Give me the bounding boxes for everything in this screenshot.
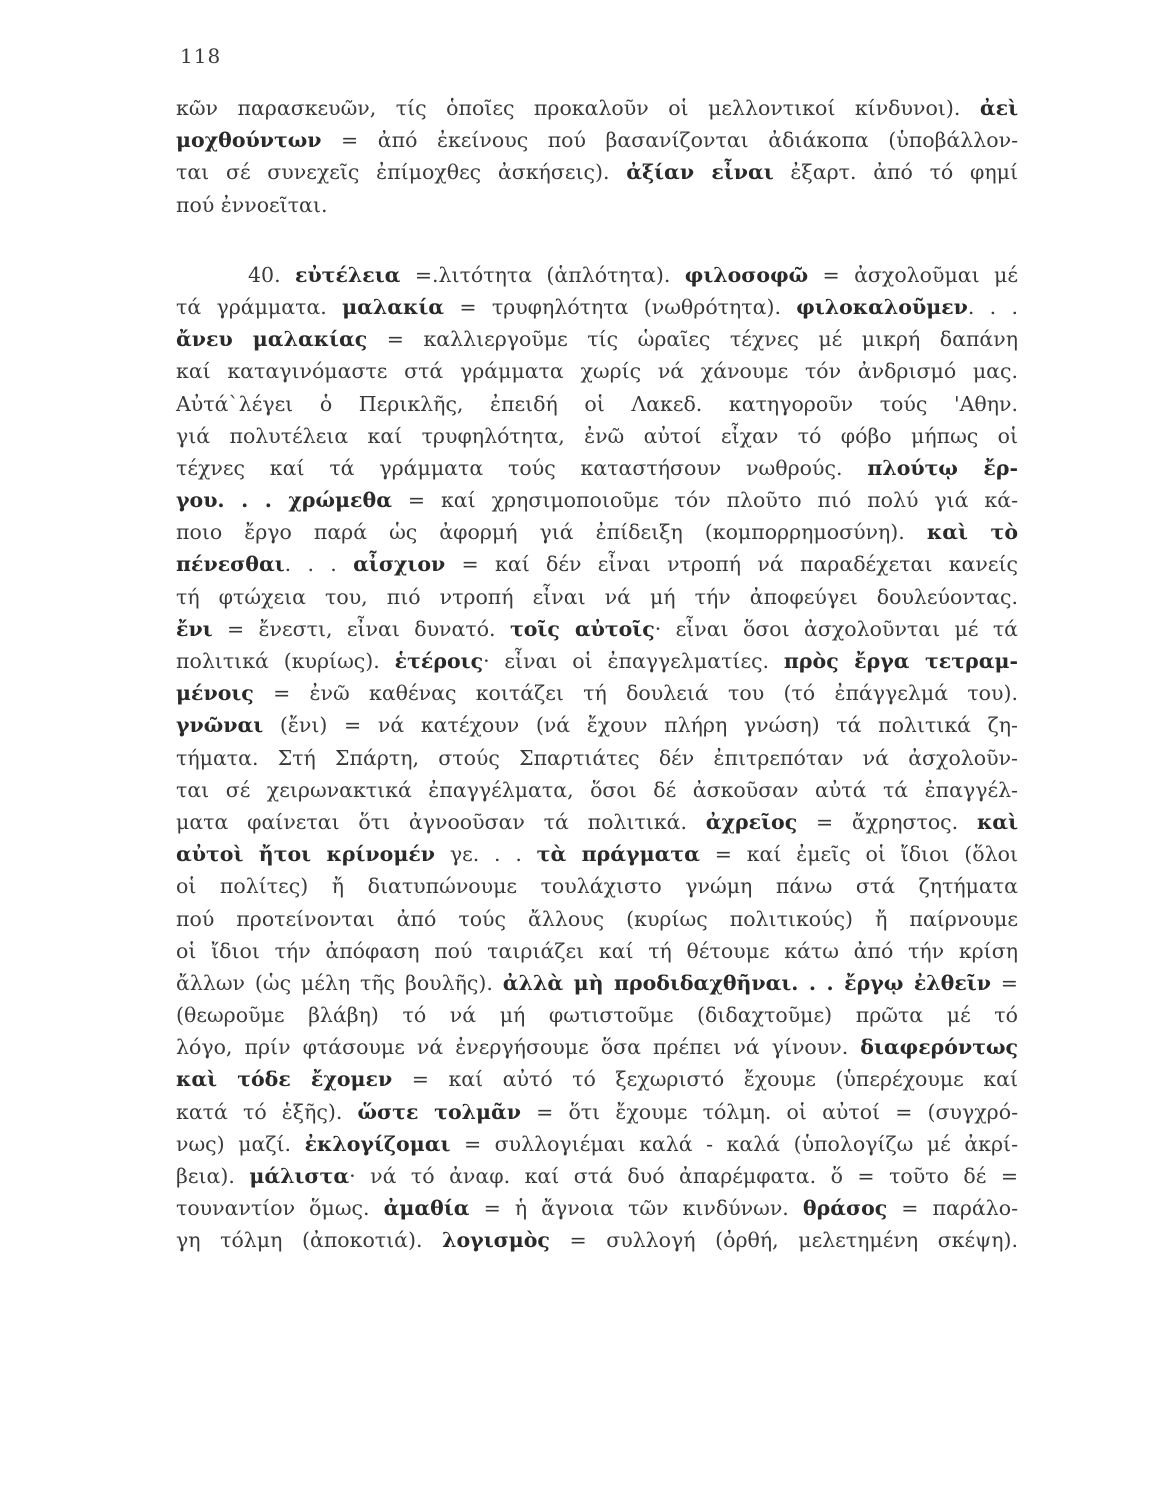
text-segment: τέχνες καί τά γράμματα τούς καταστήσουν νωθρούς. [176,455,868,480]
glossary-term: γνῶναι [176,713,264,738]
text-line [176,709,1018,741]
text-line [176,516,1018,548]
text-line [176,935,1018,967]
text-segment: τουναντίον ὅμως. [176,1196,384,1221]
glossary-term: ἐκλογίζομαι [304,1131,451,1156]
text-segment: ται σέ χειρωνακτικά ἐπαγγέλματα, ὅσοι δέ ἀσκοῦσαν αὐτά τά ἐπαγγέλ- [176,777,1018,802]
text-segment: λόγο, πρίν φτάσουμε νά ἐνεργήσουμε ὅσα πρέπει νά γίνουν. [176,1035,861,1060]
text-segment: = καί ἐμεῖς οἱ ἴδιοι (ὅλοι [699,842,1018,867]
glossary-term: διαφερόντως [860,1035,1018,1060]
glossary-term: ἄνευ μαλακίας [176,327,368,352]
text-segment: γη τόλμη (ἀποκοτιά). [176,1228,443,1253]
text-line [176,452,1018,484]
glossary-term: ἀλλὰ μὴ προδιδαχθῆναι. . . ἔργῳ ἐλθεῖν [502,970,991,995]
text-segment: ται σέ συνεχεῖς ἐπίμοχθες ἀσκήσεις). [176,160,627,185]
body-text [176,92,1018,1257]
text-line [176,1128,1018,1160]
glossary-term: φιλοκαλοῦμεν [796,294,968,319]
text-segment: · εἶναι οἱ ἐπαγγελματίες. [483,649,784,673]
text-segment: = καί δέν εἶναι ντροπή νά παραδέχεται κανείς [445,552,1018,577]
text-line [176,613,1018,645]
text-segment: = τρυφηλότητα (νωθρότητα). [444,294,797,319]
text-line [176,1031,1018,1063]
text-line [176,903,1018,935]
text-line [176,124,1018,156]
text-segment: ποιο ἔργο παρά ὡς ἀφορμή γιά ἐπίδειξη (κομπορρημοσύνη). [176,520,927,545]
glossary-term: μαλακία [342,294,445,319]
glossary-term: εὐτέλεια [294,262,401,287]
text-line [176,967,1018,999]
text-segment: = ἀπό ἐκείνους πού βασανίζονται ἀδιάκοπα (ὑποβάλλον- [321,128,1018,153]
glossary-term: αἶσχιον [353,552,446,577]
text-segment: Αὐτά`λέγει ὁ Περικλῆς, ἐπειδή οἱ Λακεδ. κατηγοροῦν τούς 'Αθην. [176,391,1018,416]
glossary-term: ὥστε τολμᾶν [357,1099,522,1124]
text-segment: . . . [967,294,1018,319]
text-line [176,420,1018,452]
text-line [176,323,1018,355]
text-segment: ματα φαίνεται ὅτι ἀγνοοῦσαν τά πολιτικά. [176,809,706,834]
text-segment: · εἶναι ὅσοι ἀσχολοῦνται μέ τά [654,616,1019,641]
text-segment: ἐξαρτ. ἀπό τό φημί [773,160,1019,185]
glossary-term: καὶ τόδε ἔχομεν [176,1067,393,1092]
text-segment: οἱ πολίτες) ἤ διατυπώνουμε τουλάχιστο γνώμη πάνω στά ζητήματα [176,874,1018,899]
glossary-term: τοῖς αὐτοῖς [509,616,655,641]
text-line [176,742,1018,774]
text-segment: 40. [248,262,295,287]
text-line [176,838,1018,870]
text-line [176,189,1018,221]
text-segment: πού προτείνονται ἀπό τούς ἄλλους (κυρίως πολιτικούς) ἤ παίρνουμε [176,906,1018,931]
glossary-term: πένεσθαι [176,552,285,577]
text-segment: = [990,970,1018,995]
glossary-term: ἔνι [176,616,213,641]
glossary-term: φιλοσοφῶ [684,262,809,287]
text-line [176,645,1018,677]
text-line [176,548,1018,580]
text-line [176,1160,1018,1192]
glossary-term: ἑτέροις [394,649,484,673]
text-segment: τήματα. Στή Σπάρτη, στούς Σπαρτιάτες δέν ἐπιτρεπόταν νά ἀσχολοῦν- [176,745,1018,770]
text-segment: κῶν παρασκευῶν, τίς ὁποῖες προκαλοῦν οἱ μελλοντικοί κίνδυνοι). [176,96,980,120]
text-line [176,870,1018,902]
text-segment: (θεωροῦμε βλάβη) τό νά μή φωτιστοῦμε (διδαχτοῦμε) πρῶτα μέ τό [176,1003,1018,1028]
text-segment: καί καταγινόμαστε στά γράμματα χωρίς νά χάνουμε τόν ἀνδρισμό μας. [176,359,1018,384]
text-segment: πού ἐννοεῖται. [176,192,328,217]
text-segment: γε. . . [435,842,537,867]
text-segment: . . . [284,552,354,577]
text-line [176,1192,1018,1224]
text-segment: (ἔνι) = νά κατέχουν (νά ἔχουν πλήρη γνώση) τά πολιτικά ζη- [263,713,1018,738]
text-segment: · νά τό ἀναφ. καί στά δυό ἀπαρέμφατα. ὅ = τοῦτο δέ = [349,1164,1019,1188]
text-segment: κατά τό ἑξῆς). [176,1099,358,1124]
text-line [176,156,1018,188]
text-segment: νως) μαζί. [176,1131,305,1156]
text-segment: γιά πολυτέλεια καί τρυφηλότητα, ἐνῶ αὐτοί εἶχαν τό φόβο μήπως οἱ [176,423,1018,448]
glossary-term: μένοις [176,681,254,706]
text-line [176,774,1018,806]
text-line [176,291,1018,323]
text-segment: = ἀσχολοῦμαι μέ [808,262,1018,287]
glossary-term: καὶ τὸ [926,520,1018,545]
text-line [176,355,1018,387]
glossary-term: θράσος [802,1196,888,1221]
text-line [176,677,1018,709]
page-number: 118 [180,44,222,68]
text-line [176,259,1018,291]
text-line [176,999,1018,1031]
glossary-term: λογισμὸς [442,1228,550,1253]
text-segment: ἄλλων (ὡς μέλη τῆς βουλῆς). [176,970,503,995]
text-segment: = ἔνεστι, εἶναι δυνατό. [212,616,510,641]
glossary-term: καὶ [976,809,1018,834]
text-segment: βεια). [176,1164,250,1188]
text-segment: = ὅτι ἔχουμε τόλμη. οἱ αὐτοί = (συγχρό- [521,1099,1019,1124]
text-segment: = καλλιεργοῦμε τίς ὡραῖες τέχνες μέ μικρή δαπάνη [367,327,1019,352]
text-segment: = καί χρησιμοποιοῦμε τόν πλοῦτο πιό πολύ γιά κά- [391,488,1018,513]
glossary-term: πρὸς ἔργα τετραμ- [783,649,1018,673]
text-segment: = συλλογιέμαι καλά - καλά (ὑπολογίζω μέ ἀκρί- [450,1131,1018,1156]
text-segment: = ἐνῶ καθένας κοιτάζει τή δουλειά του (τό ἐπάγγελμά του). [253,681,1018,706]
glossary-term: μάλιστα [249,1164,350,1188]
text-segment: = ἄχρηστος. [797,809,977,834]
text-line [176,484,1018,516]
text-line [176,1096,1018,1128]
glossary-term: ἀμαθία [383,1196,470,1221]
glossary-term: γου. . . χρώμεθα [176,488,392,513]
text-segment: τή φτώχεια του, πιό ντροπή εἶναι νά μή τήν ἀποφεύγει δουλεύοντας. [176,584,1018,609]
glossary-term: ἀχρεῖος [705,809,798,834]
glossary-term: ἀξίαν εἶναι [626,160,774,185]
glossary-term: ἀεὶ [979,96,1018,120]
text-segment: = συλλογή (ὀρθή, μελετημένη σκέψη). [549,1228,1018,1253]
text-segment: τά γράμματα. [176,294,343,319]
glossary-term: τὰ πράγματα [536,842,700,867]
text-line [176,92,1018,124]
text-segment: = ἡ ἄγνοια τῶν κινδύνων. [469,1196,803,1221]
text-line [176,1224,1018,1256]
text-segment: = καί αὐτό τό ξεχωριστό ἔχουμε (ὑπερέχουμε καί [392,1067,1018,1092]
glossary-term: μοχθούντων [176,128,322,153]
text-line [176,806,1018,838]
text-line [176,581,1018,613]
text-segment: πολιτικά (κυρίως). [176,649,395,673]
glossary-term: αὐτοὶ ἤτοι κρίνομέν [176,842,436,867]
text-segment: οἱ ἴδιοι τήν ἀπόφαση πού ταιριάζει καί τή θέτουμε κάτω ἀπό τήν κρίση [176,938,1018,963]
text-segment: =.λιτότητα (ἁπλότητα). [400,262,685,287]
text-line [176,388,1018,420]
text-line [176,1063,1018,1095]
text-segment: = παράλο- [887,1196,1019,1221]
glossary-term: πλούτῳ ἔρ- [867,455,1018,480]
